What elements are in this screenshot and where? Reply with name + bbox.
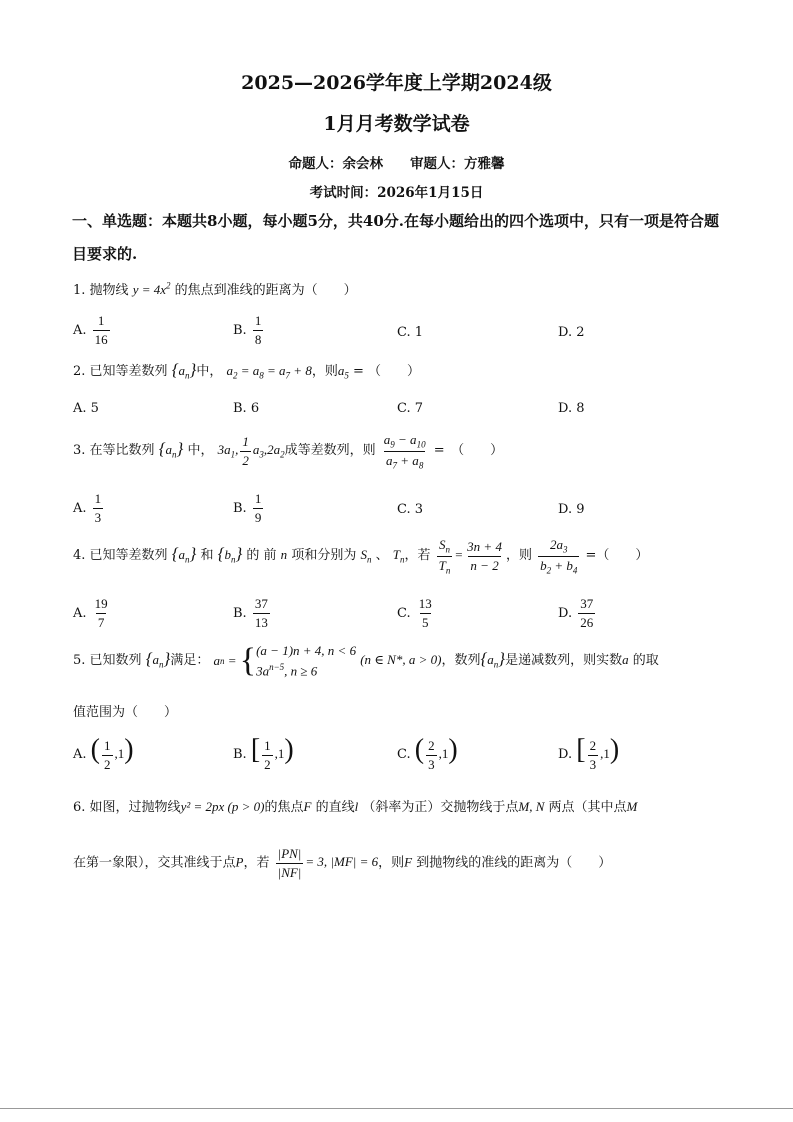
option-b[interactable] — [233, 401, 259, 416]
question-5 — [73, 642, 659, 679]
option-a[interactable] — [73, 401, 99, 416]
option-b[interactable] — [233, 313, 265, 348]
domain-condition: (n ∈ N*, a > 0) — [360, 652, 442, 668]
page-bottom-divider — [0, 1108, 793, 1109]
question-text: 两点（其中点 — [548, 800, 627, 815]
authors-line: 命题人：余会林 审题人：方雅馨 — [288, 156, 505, 172]
question-text: 中， — [196, 364, 223, 379]
question-2 — [73, 360, 420, 381]
option-a[interactable] — [73, 596, 112, 631]
option-label: A. — [73, 747, 87, 762]
question-text: 和 — [200, 548, 214, 564]
option-a[interactable] — [73, 313, 112, 348]
option-label: A. — [73, 501, 87, 516]
question-text: 中， — [187, 443, 214, 459]
question-text: 到抛物线的准线的距离为（ ） — [416, 855, 612, 871]
fraction: $\frac{1}{8}$ — [254, 313, 262, 347]
fraction: $\frac{1}{16}$ — [94, 313, 108, 347]
fraction: $\frac{1}{9}$ — [254, 491, 262, 525]
option-d[interactable] — [558, 325, 585, 340]
question-text: 满足： — [170, 653, 210, 669]
option-value: 2 — [576, 325, 585, 340]
option-value: 6 — [250, 401, 260, 416]
variable: P — [235, 854, 244, 870]
option-a[interactable] — [73, 734, 134, 773]
option-b[interactable] — [233, 491, 265, 526]
question-text: ，则 — [505, 548, 532, 564]
variable: M — [626, 799, 638, 814]
question-text: 、 — [375, 548, 389, 564]
question-text: 的 前 — [246, 548, 277, 564]
sequence-symbol: $\{a_n\}$ — [145, 649, 171, 670]
question-number: 1. — [73, 283, 86, 298]
equation: y² = 2px (p > 0) — [180, 799, 265, 814]
option-value: 7 — [414, 401, 424, 416]
option-label: B. — [233, 323, 247, 338]
option-label: B. — [233, 501, 247, 516]
section-heading: 一、单选题：本题共8小题，每小题5分，共40分.在每小题给出的四个选项中，只有一项是符合题目要求的. — [72, 212, 719, 263]
option-c[interactable] — [397, 502, 423, 517]
question-text: 成等差数列，则 — [284, 443, 376, 459]
option-d[interactable] — [558, 734, 619, 773]
equation: $3a_1$, $\frac{1}{2}$ $a_3,2a_2$ — [217, 433, 285, 468]
condition-expression: $\frac{|PN|}{|NF|}$ = 3, |MF| = 6 — [277, 846, 379, 880]
question-text: ，若 — [404, 548, 431, 564]
option-value: 5 — [90, 401, 99, 416]
question-number: 5. — [73, 653, 86, 669]
question-text: 是递减数列，则实数 — [505, 653, 623, 669]
variable: M, N — [518, 799, 545, 814]
variable: F — [303, 799, 312, 814]
interval: [ $\frac{1}{2}$ ,1) — [250, 734, 294, 772]
ratio-expression: $\frac{S_n}{T_n}$ = $\frac{3n + 4}{n - 2}$ — [438, 537, 502, 576]
question-1 — [73, 279, 357, 298]
variable: l — [354, 799, 359, 814]
question-text: 的直线 — [315, 800, 355, 815]
interval: [ $\frac{2}{3}$ ,1) — [576, 734, 620, 772]
question-text: =（ ） — [585, 548, 649, 564]
question-text: 如图，过抛物线 — [89, 800, 181, 815]
option-label: C. — [397, 401, 411, 416]
ratio-expression: $\frac{a_9 - a_{10}}{a_7 + a_8}$ — [383, 432, 426, 471]
option-d[interactable] — [558, 596, 597, 631]
fraction: $\frac{37}{26}$ — [580, 596, 594, 630]
question-text: 项和分别为 — [291, 548, 357, 564]
question-text: 已知等差数列 — [89, 364, 168, 379]
option-b[interactable] — [233, 596, 272, 631]
option-label: D. — [558, 747, 573, 762]
question-3 — [73, 432, 503, 470]
fraction: $\frac{37}{13}$ — [254, 596, 268, 630]
option-value: 8 — [576, 401, 585, 416]
option-label: D. — [558, 502, 573, 517]
option-label: C. — [397, 606, 411, 621]
question-text: ，数列 — [441, 653, 481, 669]
question-6 — [73, 796, 637, 815]
option-label: B. — [233, 401, 247, 416]
question-text: ，则 — [378, 855, 405, 871]
option-label: B. — [233, 606, 247, 621]
exam-title-line1: 2025—2026学年度上学期2024级 — [241, 72, 552, 94]
option-label: D. — [558, 325, 573, 340]
sequence-symbol: $\{b_n\}$ — [217, 544, 243, 565]
question-number: 3. — [73, 443, 86, 459]
question-text: 已知数列 — [89, 653, 142, 669]
question-text: = （ ） — [352, 364, 421, 379]
option-value: 9 — [576, 502, 585, 517]
option-label: A. — [73, 606, 87, 621]
variable: n — [280, 547, 288, 563]
option-value: 3 — [414, 502, 424, 517]
fraction: $\frac{13}{5}$ — [418, 596, 432, 630]
question-number: 6. — [73, 800, 86, 815]
exam-title-line2: 1月月考数学试卷 — [323, 113, 470, 135]
question-number: 2. — [73, 364, 86, 379]
sequence-symbol: $\{a_n\}$ — [480, 649, 506, 670]
variable: F — [404, 854, 413, 870]
option-label: C. — [397, 747, 411, 762]
option-value: 1 — [414, 325, 424, 340]
question-5-line2: 值范围为（ ） — [73, 705, 178, 720]
question-text: 抛物线 — [89, 283, 129, 298]
fraction: $\frac{1}{3}$ — [94, 491, 102, 525]
interval: ( $\frac{1}{2}$ ,1) — [90, 734, 134, 772]
ratio-expression: $\frac{2a_3}{b_2 + b_4}$ — [540, 537, 578, 576]
question-text: 的焦点到准线的距离为（ ） — [174, 283, 357, 298]
question-text: （斜率为正）交抛物线于点 — [362, 800, 519, 815]
question-text: 的焦点 — [264, 800, 304, 815]
piecewise-definition: a n = { (a − 1)n + 4, n < 6 $3a^{n-5}$, n ≥ 6 — [213, 641, 357, 679]
equation: $a_5$ — [337, 363, 349, 381]
sequence-symbol: $\{a_n\}$ — [171, 544, 197, 565]
option-b[interactable] — [233, 734, 294, 773]
option-label: C. — [397, 502, 411, 517]
question-text: ，若 — [243, 855, 270, 871]
variable: $T_n$ — [392, 547, 405, 565]
question-text: 的取 — [632, 653, 659, 669]
question-text: 已知等差数列 — [89, 548, 168, 564]
option-d[interactable] — [558, 502, 585, 517]
option-c[interactable] — [397, 596, 436, 631]
interval: ( $\frac{2}{3}$ ,1) — [414, 734, 458, 772]
variable: $S_n$ — [360, 547, 372, 565]
option-c[interactable] — [397, 401, 423, 416]
equation: $y = 4x^2$ — [132, 280, 171, 297]
question-text: 在第一象限），交其准线于点 — [73, 855, 236, 871]
question-text: ，则 — [311, 364, 338, 379]
option-c[interactable] — [397, 325, 423, 340]
option-label: D. — [558, 606, 573, 621]
option-label: A. — [73, 323, 87, 338]
variable: a — [622, 652, 629, 668]
option-label: A. — [73, 401, 87, 416]
question-text: 在等比数列 — [89, 443, 155, 459]
option-label: D. — [558, 401, 573, 416]
question-6-line2 — [73, 846, 611, 881]
option-label: B. — [233, 747, 247, 762]
option-d[interactable] — [558, 401, 585, 416]
option-a[interactable] — [73, 491, 105, 526]
option-c[interactable] — [397, 734, 458, 773]
sequence-symbol: $\{a_n\}$ — [171, 360, 197, 381]
question-text: = （ ） — [433, 443, 504, 459]
question-4 — [73, 537, 648, 575]
question-number: 4. — [73, 548, 86, 564]
sequence-symbol: $\{a_n\}$ — [158, 439, 184, 460]
fraction: $\frac{19}{7}$ — [94, 596, 108, 630]
equation: $a_2 = a_8 = a_7 + 8$ — [226, 363, 312, 381]
exam-time: 考试时间：2026年1月15日 — [309, 185, 484, 201]
option-label: C. — [397, 325, 411, 340]
